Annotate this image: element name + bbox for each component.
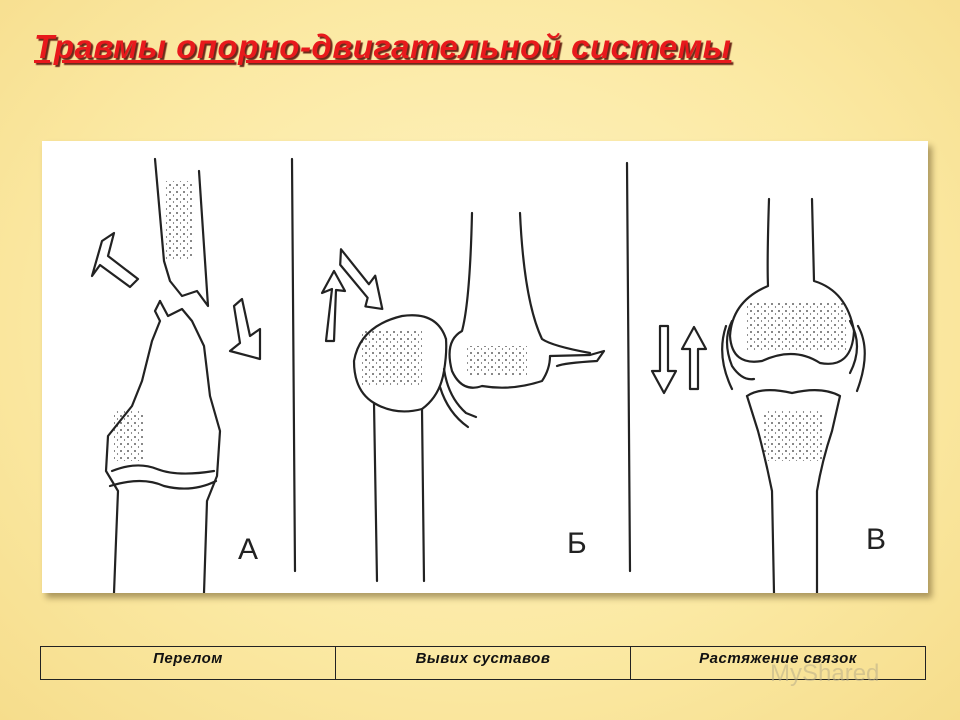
sprain-drawing — [652, 199, 865, 593]
panel-label-a: А — [238, 533, 259, 566]
caption-dislocation — [335, 647, 630, 679]
panel-label-c: В — [866, 523, 887, 556]
dislocation-drawing — [322, 213, 604, 581]
caption-fracture-text: Перелом — [153, 649, 223, 667]
slide-title: Травмы опорно-двигательной системы — [34, 28, 732, 65]
caption-dislocation-text: Вывих суставов — [415, 649, 551, 667]
divider-1 — [292, 159, 295, 571]
illustration-panel — [42, 141, 928, 593]
caption-fracture — [41, 647, 335, 679]
caption-sprain-text: Растяжение связок — [699, 649, 857, 667]
fracture-drawing — [92, 159, 260, 593]
joint-injury-illustration — [42, 141, 928, 593]
divider-2 — [627, 163, 630, 571]
watermark: MyShared — [770, 660, 880, 687]
panel-label-b: Б — [567, 527, 587, 560]
